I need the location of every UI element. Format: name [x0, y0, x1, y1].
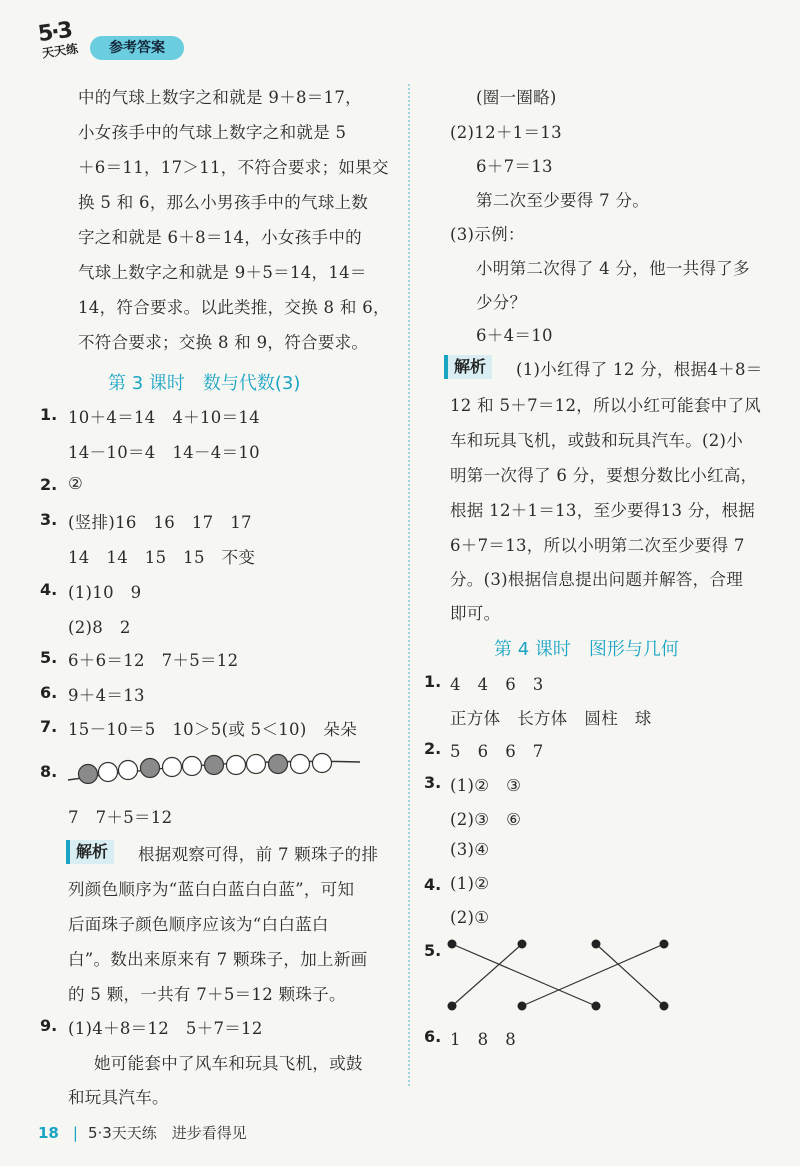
answer-line: (1)② [450, 874, 490, 893]
answer-key-tag: 参考答案 [90, 36, 184, 60]
analysis-line: 分。(3)根据信息提出问题并解答，合理 [450, 570, 744, 589]
left-cont-line: 14，符合要求。以此类推，交换 8 和 6， [78, 298, 390, 317]
left-cont-line: 换 5 和 6，那么小男孩手中的气球上数 [78, 193, 369, 212]
book-logo [36, 17, 86, 64]
match-line [452, 944, 596, 1006]
answer-line: (1)10 9 [68, 583, 142, 602]
question-number: 2. [424, 739, 442, 758]
bead-white [163, 758, 182, 777]
dot [660, 940, 669, 949]
left-cont-line: 不符合要求；交换 8 和 9，符合要求。 [78, 333, 369, 352]
right-line: 少分？ [476, 293, 527, 312]
answer-line: 和玩具汽车。 [68, 1088, 169, 1107]
answer-line: ② [68, 474, 84, 493]
right-line: (3)示例： [450, 225, 525, 244]
analysis-line: 即可。 [450, 604, 501, 623]
question-number: 8. [40, 762, 58, 781]
bead-white [183, 757, 202, 776]
bead-string-figure [64, 748, 364, 788]
analysis-line: 的 5 颗，一共有 7＋5＝12 颗珠子。 [68, 985, 346, 1004]
answer-line: (2)8 2 [68, 618, 131, 637]
analysis-line: (1)小红得了 12 分，根据4＋8＝ [516, 360, 763, 379]
analysis-label: 解析 [444, 355, 492, 379]
analysis-line: 列颜色顺序为“蓝白白蓝白白蓝”，可知 [68, 880, 355, 899]
bead-white [119, 761, 138, 780]
analysis-line: 根据观察可得，前 7 颗珠子的排 [138, 845, 379, 864]
section-title-4: 第 4 课时 图形与几何 [494, 639, 679, 660]
bead-white [313, 754, 332, 773]
dot [448, 940, 457, 949]
answer-line: 正方体 长方体 圆柱 球 [450, 709, 652, 728]
right-line: 小明第二次得了 4 分，他一共得了多 [476, 259, 750, 278]
left-cont-line: 气球上数字之和就是 9＋5＝14，14＝ [78, 263, 367, 282]
analysis-line: 12 和 5＋7＝12，所以小红可能套中了风 [450, 396, 762, 415]
answer-line: 14－10＝4 14－4＝10 [68, 443, 260, 462]
match-line [522, 944, 664, 1006]
left-cont-line: 中的气球上数字之和就是 9＋8＝17， [78, 88, 362, 107]
answer-line: 4 4 6 3 [450, 675, 544, 694]
analysis-line: 车和玩具飞机，或鼓和玩具汽车。(2)小 [450, 431, 744, 450]
bead-blue [205, 756, 224, 775]
bead-blue [269, 755, 288, 774]
answer-line: (2)③ ⑥ [450, 810, 522, 829]
answer-line: 15－10＝5 10＞5(或 5＜10) 朵朵 [68, 720, 357, 739]
dot [592, 1002, 601, 1011]
question-number: 2. [40, 475, 58, 494]
question-number: 3. [424, 773, 442, 792]
answer-line: 5 6 6 7 [450, 742, 544, 761]
column-divider [408, 84, 410, 1086]
question-number: 5. [40, 648, 58, 667]
question-number: 1. [424, 672, 442, 691]
analysis-line: 根据 12＋1＝13，至少要得13 分，根据 [450, 501, 756, 520]
question-number: 6. [40, 683, 58, 702]
answer-line: (3)④ [450, 840, 490, 859]
analysis-label: 解析 [66, 840, 114, 864]
question-number: 4. [40, 580, 58, 599]
answer-line: 她可能套中了风车和玩具飞机，或鼓 [94, 1054, 363, 1073]
left-cont-line: 小女孩手中的气球上数字之和就是 5 [78, 123, 347, 142]
question-number: 6. [424, 1027, 442, 1046]
right-line: 6＋7＝13 [476, 157, 553, 176]
bead-white [99, 763, 118, 782]
footer-separator: | [72, 1124, 78, 1142]
question-number: 4. [424, 875, 442, 894]
question-number: 5. [424, 941, 442, 960]
question-number: 1. [40, 405, 58, 424]
answer-line: 1 8 8 [450, 1030, 516, 1049]
answer-line: 6＋6＝12 7＋5＝12 [68, 651, 239, 670]
question-number: 7. [40, 717, 58, 736]
logo-number: 5·3 [36, 17, 73, 48]
dot [448, 1002, 457, 1011]
bead-white [227, 756, 246, 775]
bead-blue [141, 759, 160, 778]
bead-white [291, 755, 310, 774]
page-footer [38, 1122, 247, 1143]
match-line [596, 944, 664, 1006]
answer-line: (2)① [450, 908, 490, 927]
left-cont-line: 字之和就是 6＋8＝14，小女孩手中的 [78, 228, 362, 247]
analysis-line: 6＋7＝13，所以小明第二次至少要得 7 [450, 536, 745, 555]
section-title-3: 第 3 课时 数与代数(3) [108, 373, 301, 394]
left-cont-line: ＋6＝11，17＞11，不符合要求；如果交 [78, 158, 389, 177]
question-number: 9. [40, 1016, 58, 1035]
dot [518, 940, 527, 949]
match-line [452, 944, 522, 1006]
right-line: 6＋4＝10 [476, 326, 553, 345]
answer-line: (1)② ③ [450, 776, 522, 795]
matching-lines-figure [440, 934, 680, 1016]
dot [660, 1002, 669, 1011]
answer-line: 14 14 15 15 不变 [68, 548, 256, 567]
analysis-line: 明第一次得了 6 分，要想分数比小红高， [450, 466, 758, 485]
analysis-line: 白”。数出来原来有 7 颗珠子，加上新画 [68, 950, 368, 969]
answer-line: (1)4＋8＝12 5＋7＝12 [68, 1019, 263, 1038]
analysis-line: 后面珠子颜色顺序应该为“白白蓝白 [68, 915, 329, 934]
dot [592, 940, 601, 949]
question-number: 3. [40, 510, 58, 529]
page-number: 18 [38, 1124, 59, 1142]
dot [518, 1002, 527, 1011]
right-line: 第二次至少要得 7 分。 [476, 191, 650, 210]
answer-line: 9＋4＝13 [68, 686, 145, 705]
right-line: (2)12＋1＝13 [450, 123, 562, 142]
right-line: (圈一圈略) [476, 88, 557, 107]
bead-white [247, 755, 266, 774]
logo-text: 天天练 [41, 41, 79, 61]
answer-line: (竖排)16 16 17 17 [68, 513, 252, 532]
answer-line: 7 7＋5＝12 [68, 808, 173, 827]
bead-blue [79, 765, 98, 784]
answer-line: 10＋4＝14 4＋10＝14 [68, 408, 260, 427]
book-slogan: 5·3天天练 进步看得见 [87, 1124, 247, 1142]
